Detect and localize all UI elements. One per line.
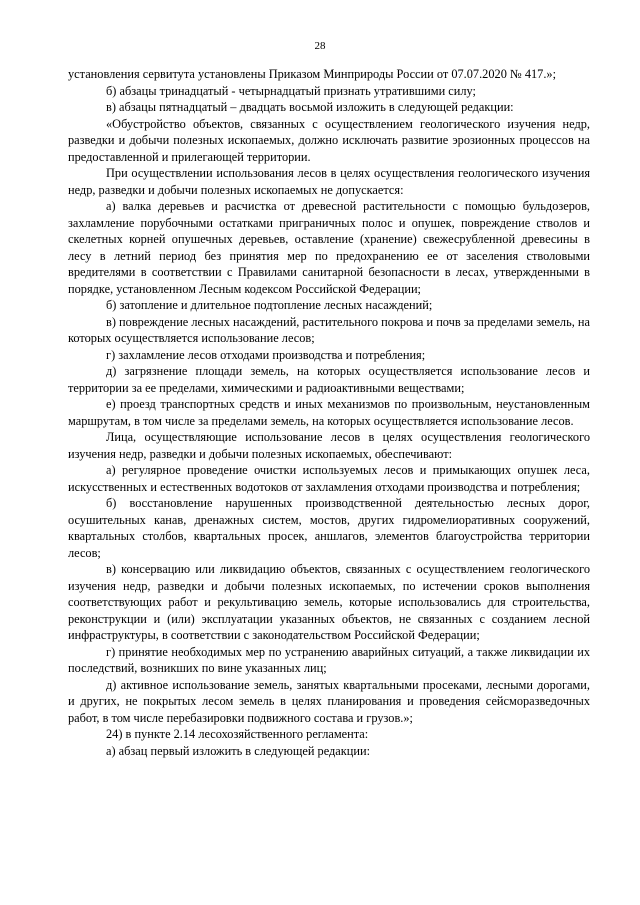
- paragraph: б) восстановление нарушенных производственной деятельностью лесных дорог, осушительных канав, дренажных систем, мостов, других гидромелиоративных сооружений, квартальных столбов, квартальных просек, аншлагов, элементов благоустройства территории лесов;: [68, 496, 590, 560]
- paragraph: в) консервацию или ликвидацию объектов, связанных с осуществлением геологического изучения недр, разведки и добычи полезных ископаемых, по истечении сроков выполнения соответствующих работ и рекультивацию земель, которые использовались для строительства, реконструкции и (или) эксплуатации указанных объектов, не связанных с созданием лесной инфраструктуры, в соответствии с законодательством Российской Федерации;: [68, 562, 590, 642]
- paragraph: б) абзацы тринадцатый - четырнадцатый признать утратившими силу;: [106, 83, 476, 98]
- paragraph: в) абзацы пятнадцатый – двадцать восьмой изложить в следующей редакции:: [106, 100, 514, 114]
- paragraph: е) проезд транспортных средств и иных механизмов по произвольным, неустановленным маршрутам, в том числе за пределами земель, на которых осуществляется использование лесов.: [68, 397, 590, 428]
- paragraph: д) активное использование земель, занятых квартальными просеками, лесными дорогами, и других, не покрытых лесом земель в целях планирования и проведения сейсморазведочных работ, в том числе перебазировки подвижного состава и грузов.»;: [68, 677, 590, 725]
- paragraph: б) затопление и длительное подтопление лесных насаждений;: [106, 298, 433, 312]
- paragraph: а) абзац первый изложить в следующей редакции:: [106, 743, 371, 758]
- paragraph: г) принятие необходимых мер по устранению аварийных ситуаций, а также ликвидации их последствий, возникших по вине указанных лиц;: [68, 644, 590, 675]
- paragraph-continuation: установления сервитута установлены Приказом Минприроды России от 07.07.2020 № 417.»;: [68, 67, 557, 81]
- paragraph: 24) в пункте 2.14 лесохозяйственного регламента:: [106, 727, 369, 741]
- page-number: 28: [314, 40, 326, 52]
- document-body: [68, 66, 590, 759]
- paragraph: При осуществлении использования лесов в целях осуществления геологического изучения недр, разведки и добычи полезных ископаемых не допускается:: [68, 166, 590, 197]
- paragraph: д) загрязнение площади земель, на которых осуществляется использование лесов и территории за ее пределами, химическими и радиоактивными веществами;: [68, 364, 590, 395]
- paragraph: в) повреждение лесных насаждений, растительного покрова и почв за пределами земель, на которых осуществляется использование лесов;: [68, 314, 590, 345]
- paragraph: а) валка деревьев и расчистка от древесной растительности с помощью бульдозеров, захламление порубочными остатками приграничных полос и опушек, повреждение стволов и скелетных корней опушечных деревьев, оставление (хранение) свежесрубленной древесины в лесу в летний период без принятия мер по предохранению ее от заселения стволовыми вредителями в соответствии с Правилами санитарной безопасности в лесах, утвержденными в порядке, установленном Лесным кодексом Российской Федерации;: [68, 199, 590, 296]
- paragraph: г) захламление лесов отходами производства и потребления;: [106, 347, 426, 362]
- paragraph: Лица, осуществляющие использование лесов в целях осуществления геологического изучения недр, разведки и добычи полезных ископаемых, обеспечивают:: [68, 430, 590, 461]
- paragraph: а) регулярное проведение очистки используемых лесов и примыкающих опушек леса, искусственных и естественных водотоков от захламления отходами производства и потребления;: [68, 463, 590, 494]
- paragraph: «Обустройство объектов, связанных с осуществлением геологического изучения недр, разведки и добычи полезных ископаемых, должно исключать развитие эрозионных процессов на предоставленной и прилегающей территории.: [68, 116, 590, 164]
